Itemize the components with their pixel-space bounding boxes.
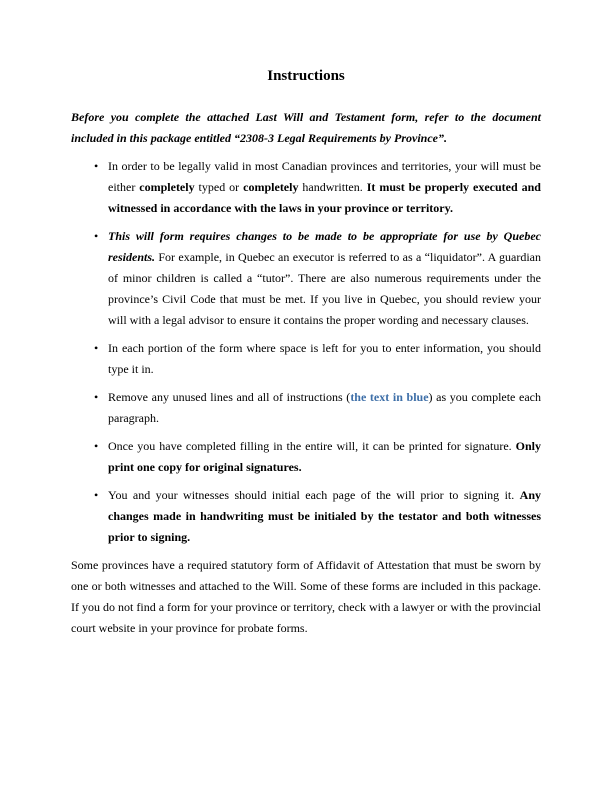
list-item xyxy=(71,338,541,380)
text-run: You and your witnesses should initial each page of the will prior to signing it. xyxy=(108,488,520,502)
text-run: Any changes made in handwriting must be initialed by the testator and both witnesses prior to signing. xyxy=(108,488,541,544)
page-title: Instructions xyxy=(267,68,345,84)
list-item xyxy=(71,156,541,219)
text-run: Remove any unused lines and all of instructions ( xyxy=(108,390,351,404)
text-run: completely xyxy=(139,180,195,194)
text-run: completely xyxy=(243,180,299,194)
text-run: For example, in Quebec an executor is referred to as a “liquidator”. A guardian of minor children is called a “tutor”. There are also numerous requirements under the province’s Civil Code that must be met. If you live in Quebec, you should review your will with a legal advisor to ensure it contains the proper wording and necessary clauses. xyxy=(108,250,541,327)
list-item xyxy=(71,226,541,331)
text-run: In each portion of the form where space is left for you to enter information, you should type it in. xyxy=(108,341,541,376)
text-run: It must be properly executed and witnessed in accordance with the laws in your province or territory. xyxy=(108,180,541,215)
text-run: Some provinces have a required statutory form of Affidavit of Attestation that must be sworn by one or both witnesses and attached to the Will. Some of these forms are included in this package. If you do not find a form for your province or territory, check with a lawyer or with the provincial court website in your province for probate forms. xyxy=(71,558,541,635)
list-item xyxy=(71,387,541,429)
instruction-list xyxy=(71,156,541,548)
blue-instruction-text: the text in blue xyxy=(350,390,429,404)
text-run: handwritten. xyxy=(298,180,367,194)
text-run: ) as you complete each paragraph. xyxy=(108,390,541,425)
closing-paragraph xyxy=(71,555,541,639)
lead-paragraph xyxy=(71,107,541,149)
text-run: Only print one copy for original signatures. xyxy=(108,439,541,474)
text-run: This will form requires changes to be made to be appropriate for use by Quebec residents. xyxy=(108,229,541,264)
list-item xyxy=(71,436,541,478)
text-run: In order to be legally valid in most Canadian provinces and territories, your will must be either xyxy=(108,159,541,194)
list-item xyxy=(71,485,541,548)
text-run: Once you have completed filling in the entire will, it can be printed for signature. xyxy=(108,439,516,453)
text-run: typed or xyxy=(194,180,244,194)
text-run: Before you complete the attached Last Will and Testament form, refer to the document included in this package entitled “2308-3 Legal Requirements by Province”. xyxy=(71,110,541,145)
